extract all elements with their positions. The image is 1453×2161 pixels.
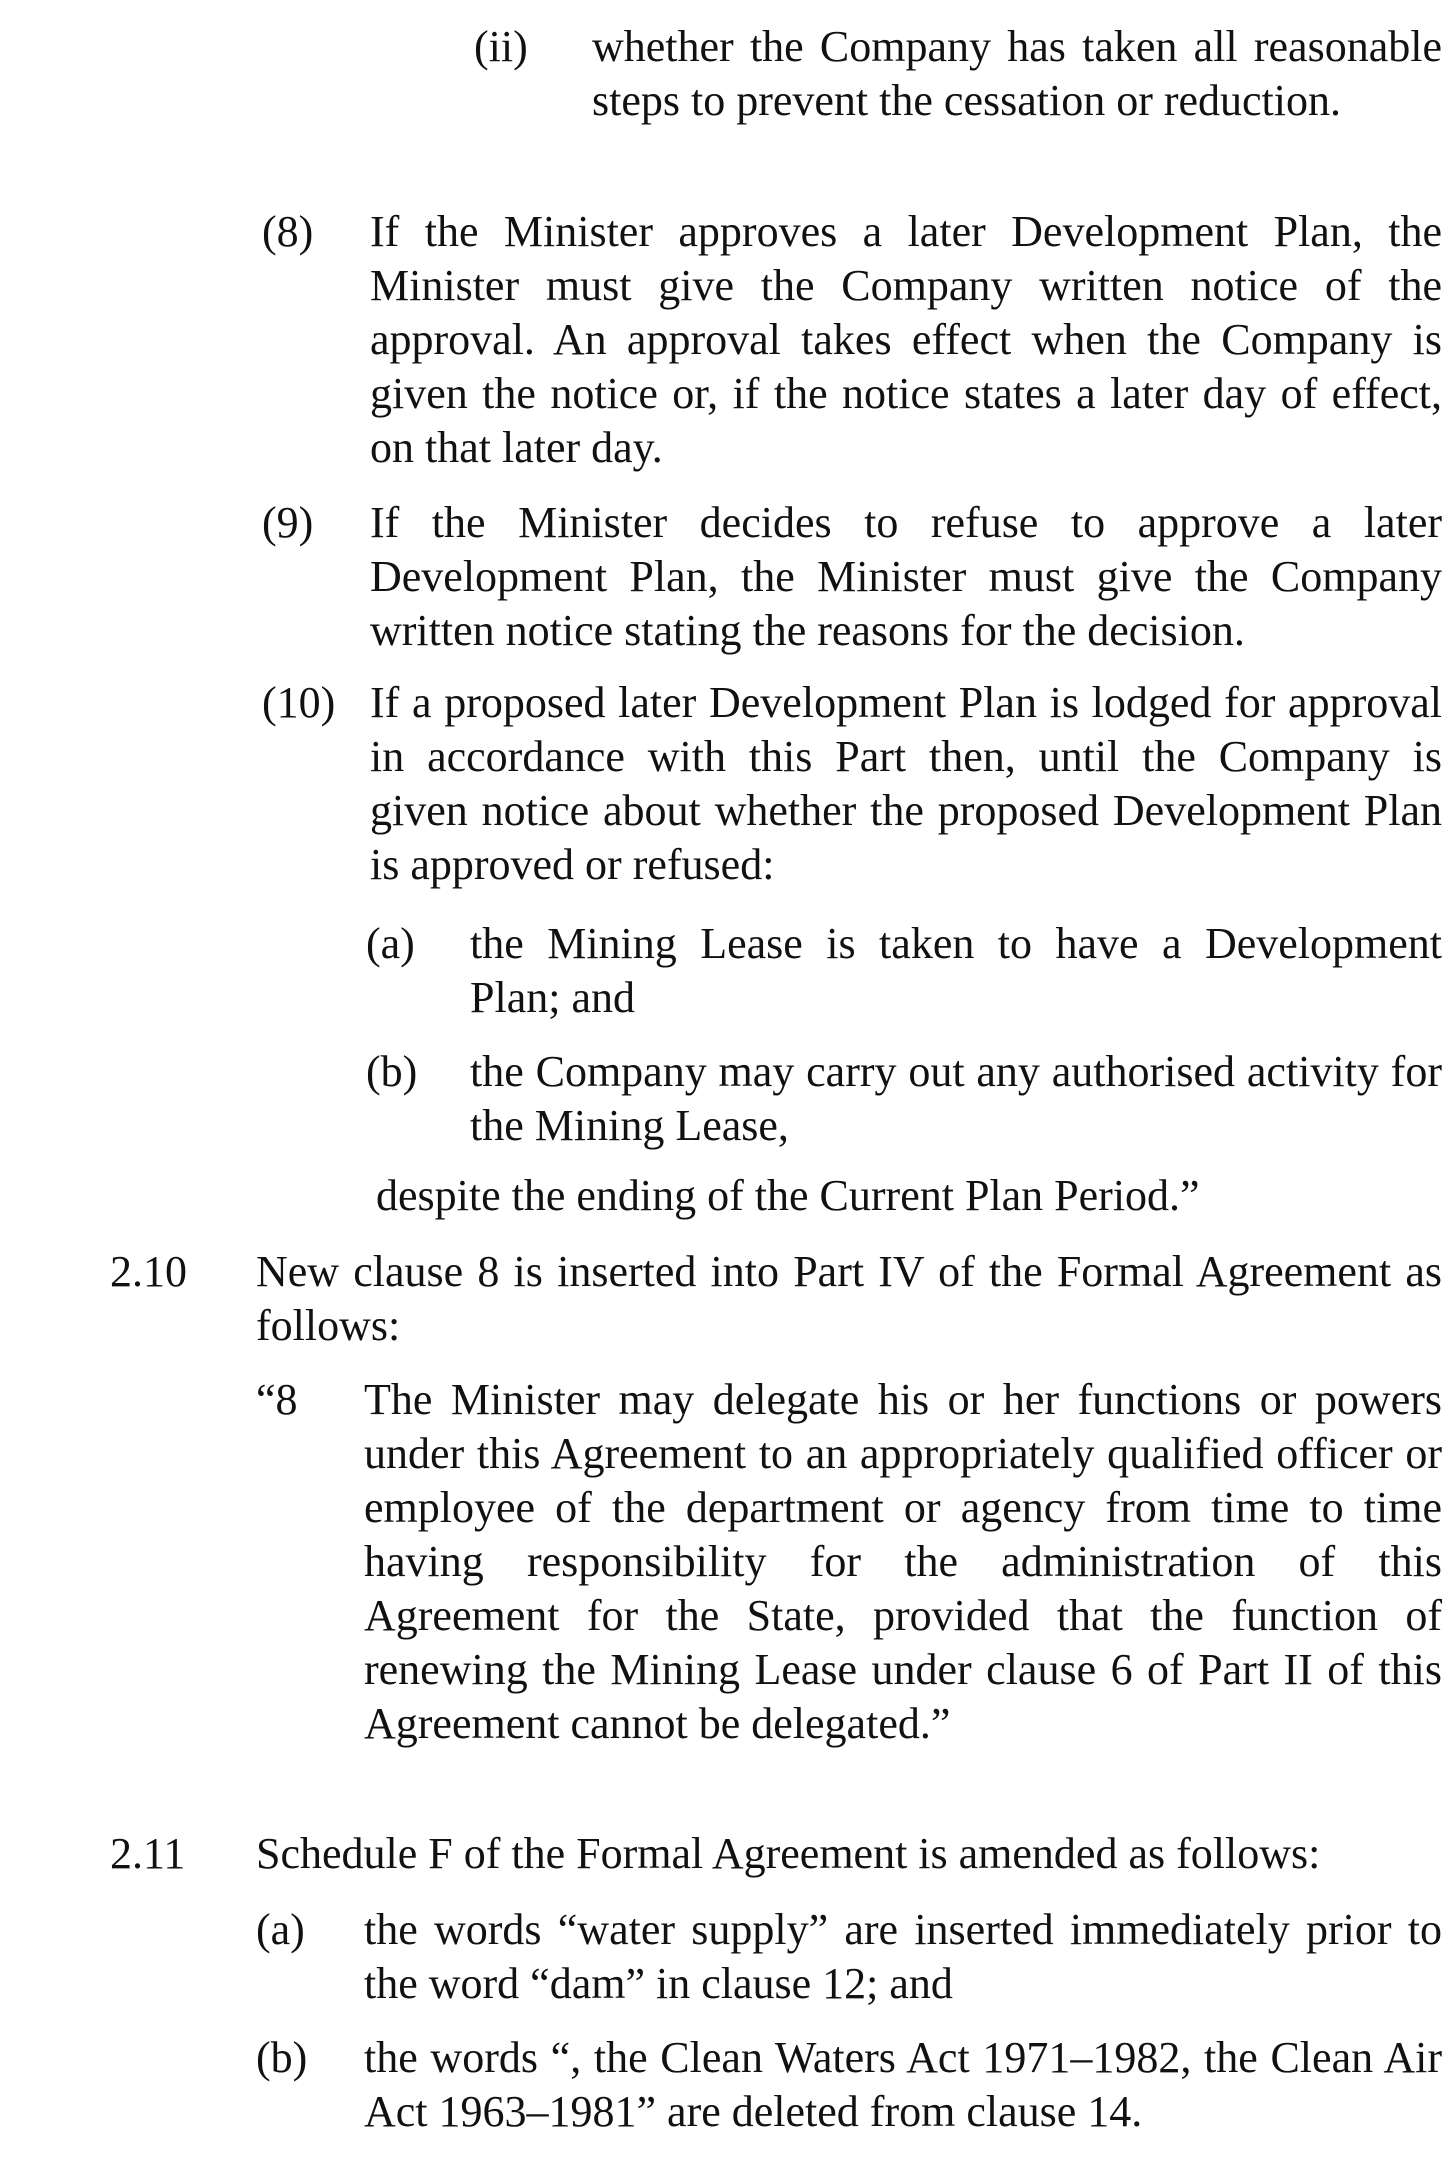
clause-text: Schedule F of the Formal Agreement is amended as follows: xyxy=(256,1829,1321,1878)
clause-text: the Mining Lease is taken to have a Development Plan; and xyxy=(470,919,1442,1022)
clause-number: (ii) xyxy=(474,22,528,71)
clause-text: If a proposed later Development Plan is lodged for approval in accordance with this Part then, until the Company is given notice about whether the proposed Development Plan is approved or refused: xyxy=(370,678,1442,889)
clause-2-10 xyxy=(110,1245,1442,1353)
clause-text: New clause 8 is inserted into Part IV of the Formal Agreement as follows: xyxy=(256,1247,1442,1350)
clause-number: (b) xyxy=(366,1047,418,1096)
clause-2-11-a xyxy=(256,1903,1442,2011)
clause-number: 2.11 xyxy=(110,1829,186,1878)
clause-number: (8) xyxy=(262,207,314,256)
clause-number: (a) xyxy=(256,1905,305,1954)
clause-2-11 xyxy=(110,1827,1442,1881)
clause-10 xyxy=(262,676,1442,892)
clause-number: (b) xyxy=(256,2033,308,2082)
clause-number: “8 xyxy=(256,1375,298,1424)
clause-2-11-b xyxy=(256,2031,1442,2139)
clause-10-tail: despite the ending of the Current Plan Period.” xyxy=(376,1171,1200,1220)
clause-number: (a) xyxy=(366,919,415,968)
clause-text: If the Minister decides to refuse to approve a later Development Plan, the Minister must give the Company written notice stating the reasons for the decision. xyxy=(370,498,1442,655)
clause-number: 2.10 xyxy=(110,1247,187,1296)
clause-text: whether the Company has taken all reasonable steps to prevent the cessation or reduction. xyxy=(592,22,1442,125)
new-clause-8 xyxy=(256,1373,1442,1751)
clause-9 xyxy=(262,496,1442,658)
clause-text: The Minister may delegate his or her functions or powers under this Agreement to an appropriately qualified officer or employee of the department or agency from time to time having responsibility for the administration of this Agreement for the State, provided that the function of renewing the Mining Lease under clause 6 of Part II of this Agreement cannot be delegated.” xyxy=(364,1375,1442,1748)
clause-number: (10) xyxy=(262,678,336,727)
clause-text: the Company may carry out any authorised activity for the Mining Lease, xyxy=(470,1047,1442,1150)
clause-text: the words “water supply” are inserted immediately prior to the word “dam” in clause 12; and xyxy=(364,1905,1442,2008)
clause-ii xyxy=(474,20,1442,128)
clause-number: (9) xyxy=(262,498,314,547)
clause-text: If the Minister approves a later Development Plan, the Minister must give the Company written notice of the approval. An approval takes effect when the Company is given the notice or, if the notice states a later day of effect, on that later day. xyxy=(370,207,1442,472)
clause-10-a xyxy=(366,917,1442,1025)
clause-text: the words “, the Clean Waters Act 1971–1982, the Clean Air Act 1963–1981” are deleted from clause 14. xyxy=(364,2033,1442,2136)
clause-8 xyxy=(262,205,1442,475)
clause-10-b xyxy=(366,1045,1442,1153)
